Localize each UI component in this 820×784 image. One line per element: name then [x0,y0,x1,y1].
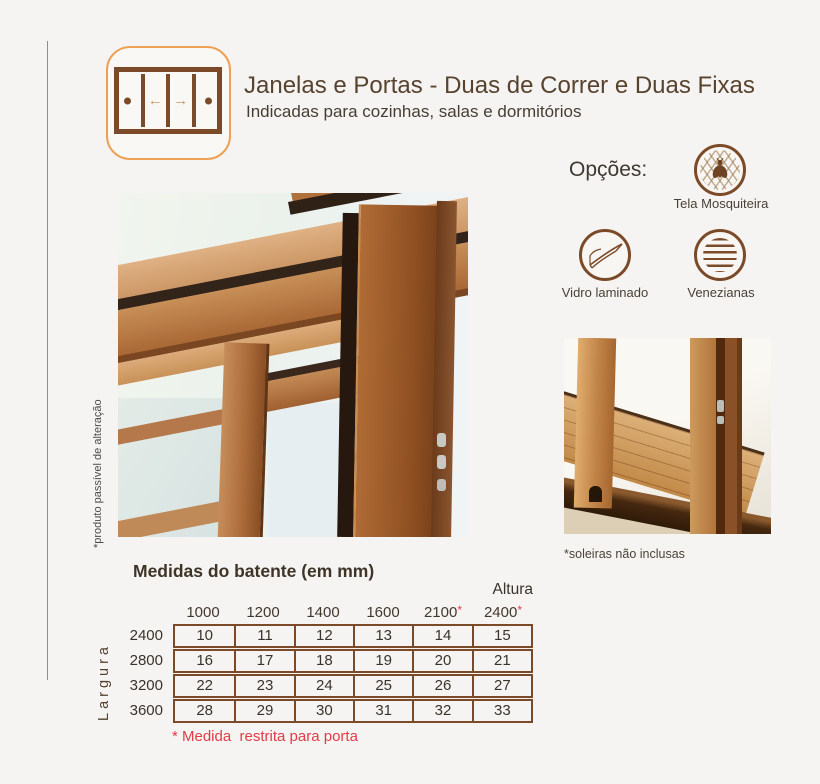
glass-sheet-icon [582,232,628,278]
row-header: 2800 [129,652,163,669]
door-restriction-footnote: * Medida restrita para porta [172,728,358,745]
table-cell: 14 [412,626,471,646]
lock-hardware [437,433,446,447]
table-column-headers [173,604,533,621]
fly-icon [709,157,731,183]
left-divider-line [47,41,48,680]
arrow-left-icon: ← [147,92,163,109]
column-header [173,604,233,621]
option-label-venezianas: Venezianas [687,285,755,300]
table-cell: 33 [472,701,531,721]
lock-hardware [717,416,724,424]
lock-hardware [437,455,446,469]
column-header-value: 2400 [483,604,518,621]
right-stile-outer-edge [737,338,742,534]
column-header-value: 1400 [306,604,340,621]
pane-divider [141,74,145,127]
column-header-value: 1600 [366,604,400,621]
table-cell: 24 [294,676,353,696]
product-alteration-note: *produto passível de alteração [92,399,104,548]
page-subtitle: Indicadas para cozinhas, salas e dormitórios [246,102,582,121]
row-header: 3600 [129,702,163,719]
handle-dot-icon [205,97,212,104]
column-header-value: 2100 [423,604,458,621]
row-header: 2400 [129,627,163,644]
table-row [173,699,533,723]
shutters-icon [694,229,746,281]
table-row [173,649,533,673]
table-title: Medidas do batente (em mm) [133,561,375,581]
sliding-pane-right [172,74,190,127]
stile-notch [589,486,602,502]
option-label-tela-mosquiteira: Tela Mosquiteira [673,196,769,211]
option-label-vidro-laminado: Vidro laminado [561,285,649,300]
table-row-headers [113,624,163,724]
left-product-photo [118,193,468,537]
table-cell: 12 [294,626,353,646]
options-label: Opções: [569,158,648,181]
door-stile [353,204,439,537]
column-header [413,604,473,621]
column-header [473,604,533,621]
column-header [293,604,353,621]
right-stile-edge [725,338,737,534]
table-cell: 30 [294,701,353,721]
page-title: Janelas e Portas - Duas de Correr e Duas Fixas [244,72,755,99]
table-cell: 29 [234,701,293,721]
table-cell: 17 [234,651,293,671]
table-cell: 10 [196,627,213,644]
column-header-value: 1200 [246,604,280,621]
table-cell: 16 [196,652,213,669]
table-cell: 25 [353,676,412,696]
right-stile-shadow [716,338,725,534]
column-header-asterisk: * [517,603,523,617]
table-cell: 26 [412,676,471,696]
column-header-value: 1000 [186,604,220,621]
fixed-pane-left [121,74,139,127]
table-cell: 19 [353,651,412,671]
table-cell: 13 [353,626,412,646]
measurements-table [173,624,533,724]
fixed-pane-right [198,74,216,127]
column-header-asterisk: * [457,603,463,617]
table-cell: 22 [196,677,213,694]
left-stile [574,338,616,508]
column-header [233,604,293,621]
sliding-pane-left [147,74,165,127]
height-axis-label: Altura [492,581,533,598]
sill-not-included-note: *soleiras não inclusas [564,547,685,561]
right-stile [690,338,716,534]
table-cell: 23 [234,676,293,696]
sliding-window-icon [114,67,222,134]
product-type-badge [106,46,231,160]
table-cell: 32 [412,701,471,721]
lock-hardware [717,400,724,412]
laminated-glass-icon [579,229,631,281]
table-cell: 21 [472,651,531,671]
lock-hardware [437,479,446,491]
table-row [173,624,533,648]
table-cell: 20 [412,651,471,671]
blinds-pattern [703,238,737,272]
table-cell: 28 [196,702,213,719]
pane-divider [166,74,170,127]
handle-dot-icon [124,97,131,104]
row-header: 3200 [129,677,163,694]
arrow-right-icon: → [173,92,189,109]
pane-divider [192,74,196,127]
glass-pane-center [268,403,343,537]
center-mullion [218,342,270,537]
table-cell: 31 [353,701,412,721]
right-product-photo [564,338,771,534]
mosquito-net-icon [694,144,746,196]
column-header [353,604,413,621]
width-axis-label: Largura [96,643,112,721]
table-cell: 15 [472,626,531,646]
table-cell: 27 [472,676,531,696]
table-cell: 11 [234,626,293,646]
table-row [173,674,533,698]
table-cell: 18 [294,651,353,671]
